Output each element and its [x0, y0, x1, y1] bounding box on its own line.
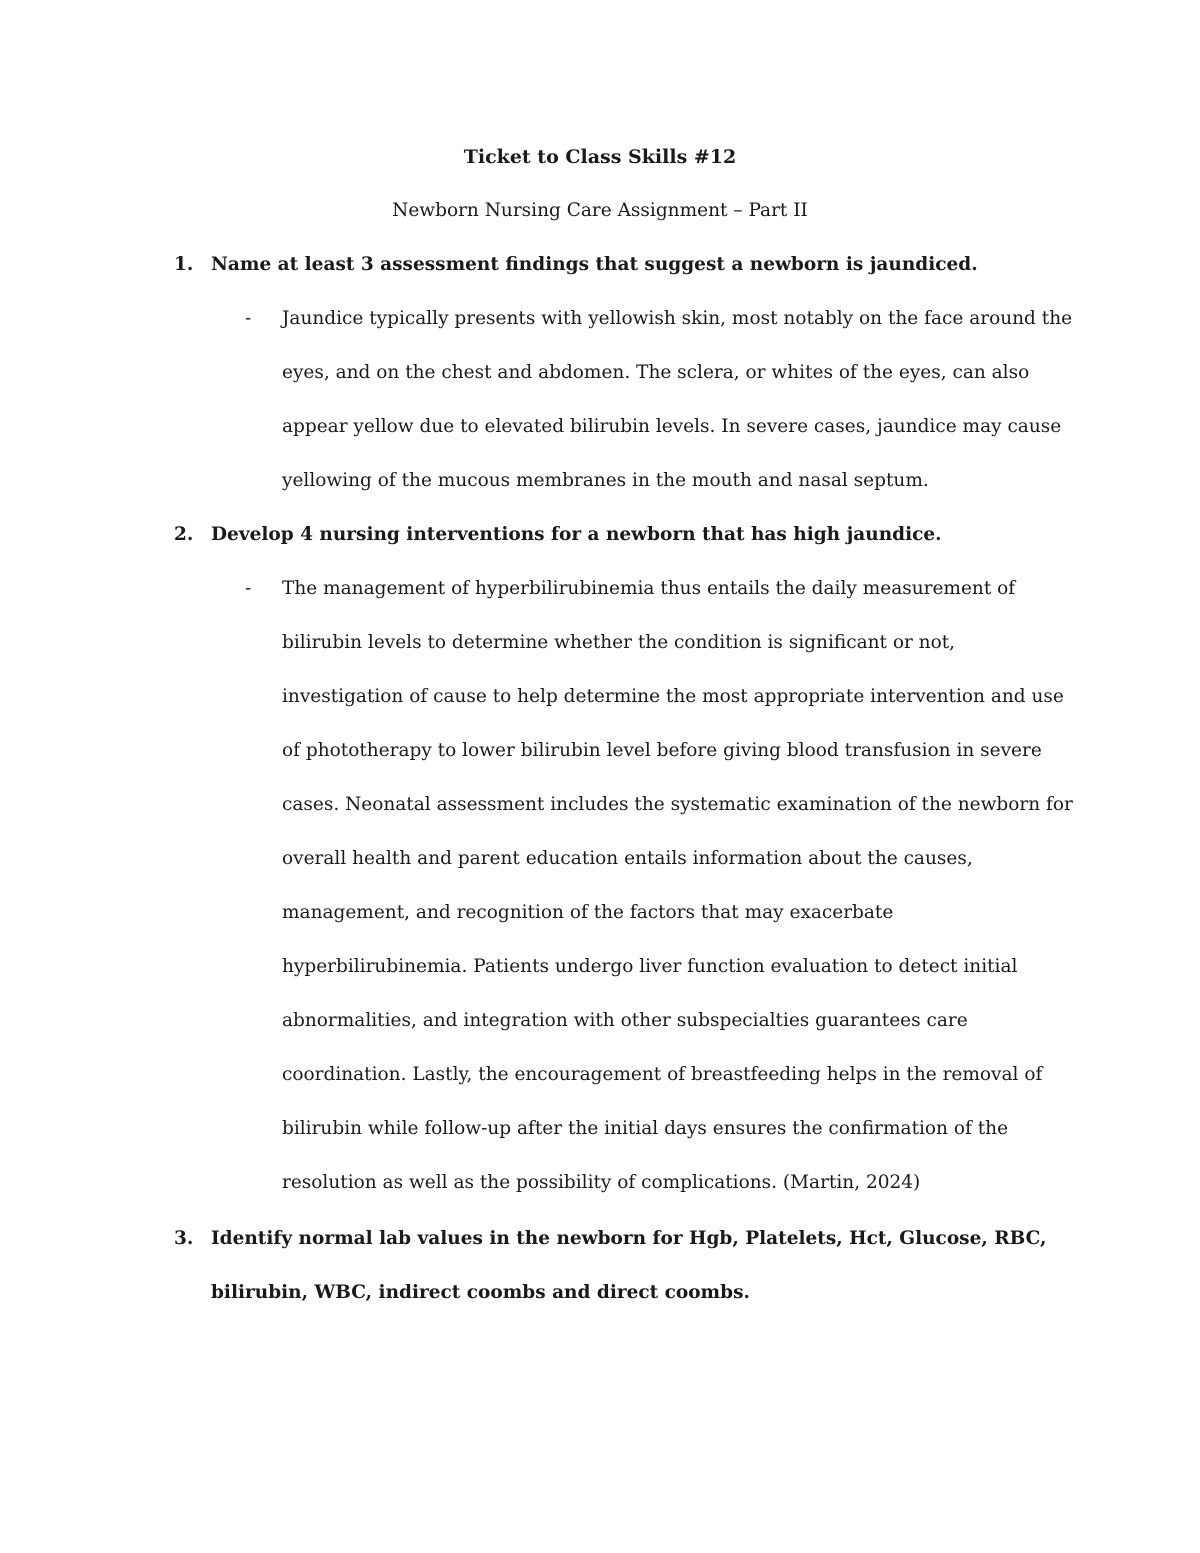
bullet-dash: -	[245, 308, 252, 329]
question-3	[174, 1212, 1054, 1320]
answer-text: Jaundice typically presents with yellowish skin, most notably on the face around the eyes, and on the chest and abdomen. The sclera, or whites of the eyes, can also appear yellow due to elevated bilirubin levels. In severe cases, jaundice may cause yellowing of the mucous membranes in the mouth and nasal septum.	[282, 308, 1073, 491]
answer-2	[245, 562, 1075, 1210]
question-2	[174, 508, 1054, 562]
document-subtitle: Newborn Nursing Care Assignment – Part II	[392, 200, 808, 221]
answer-text: The management of hyperbilirubinemia thus entails the daily measurement of bilirubin levels to determine whether the condition is significant or not, investigation of cause to help determine the most appropriate intervention and use of phototherapy to lower bilirubin level before giving blood transfusion in severe cases. Neonatal assessment includes the systematic examination of the newborn for overall health and parent education entails information about the causes, management, and recognition of the factors that may exacerbate hyperbilirubinemia. Patients undergo liver function evaluation to detect initial abnormalities, and integration with other subspecialties guarantees care coordination. Lastly, the encouragement of breastfeeding helps in the removal of bilirubin while follow-up after the initial days ensures the confirmation of the resolution as well as the possibility of complications. (Martin, 2024)	[282, 578, 1073, 1193]
question-number: 2.	[174, 524, 194, 545]
question-number: 1.	[174, 254, 194, 275]
bullet-dash: -	[245, 578, 252, 599]
question-text: Develop 4 nursing interventions for a newborn that has high jaundice.	[211, 524, 942, 545]
question-text: Identify normal lab values in the newborn for Hgb, Platelets, Hct, Glucose, RBC, bilirubin, WBC, indirect coombs and direct coombs.	[211, 1228, 1047, 1303]
question-text: Name at least 3 assessment findings that suggest a newborn is jaundiced.	[211, 254, 978, 275]
question-1	[174, 238, 1054, 292]
answer-1	[245, 292, 1075, 508]
question-number: 3.	[174, 1228, 194, 1249]
document-title: Ticket to Class Skills #12	[463, 146, 737, 168]
